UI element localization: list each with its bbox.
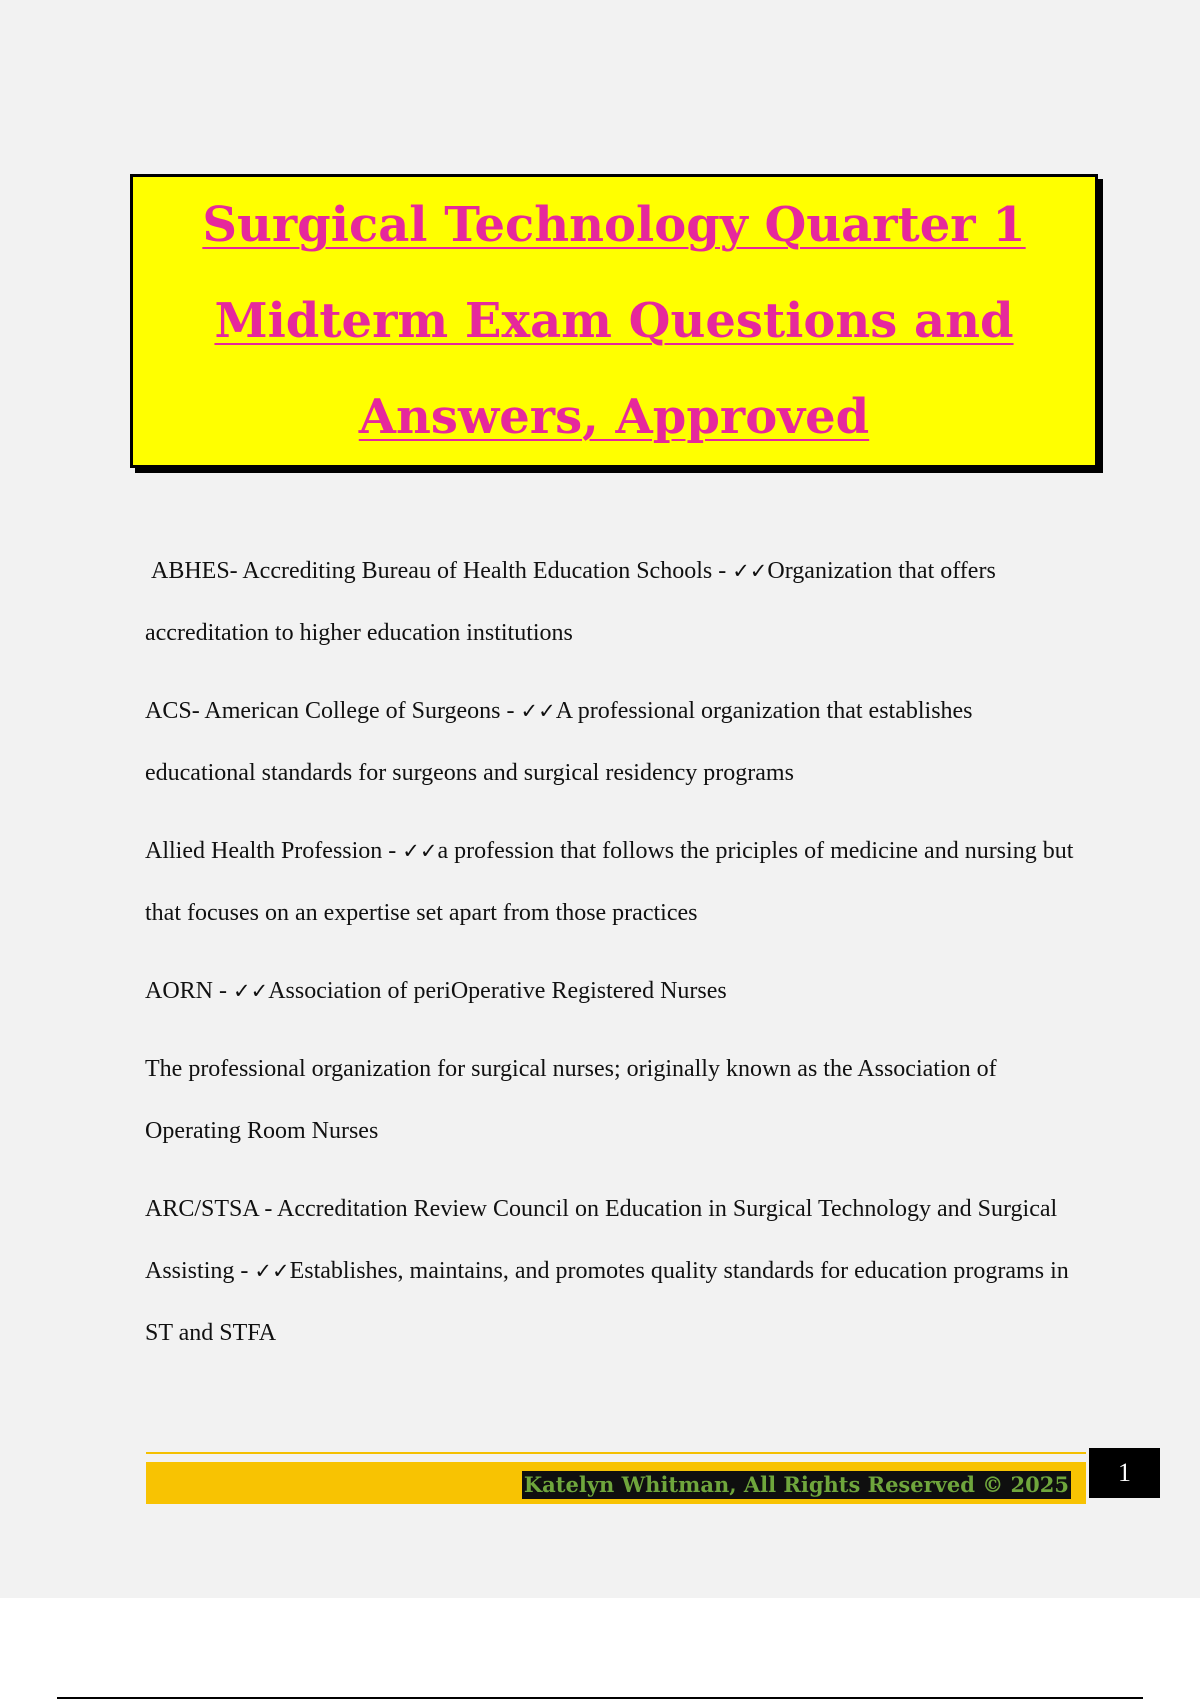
- entry-definition: Organization that offers accreditation to higher education institutions: [145, 558, 996, 646]
- double-check-icon: ✓✓: [520, 699, 556, 723]
- entry-allied-health: [145, 820, 1085, 944]
- entry-arc-stsa: [145, 1178, 1085, 1364]
- entry-aorn-description: [145, 1038, 1085, 1162]
- entry-definition: a profession that follows the priciples of medicine and nursing but that focuses on an expertise set apart from those practices: [145, 838, 1074, 926]
- entry-term: ABHES- Accrediting Bureau of Health Education Schools -: [151, 558, 733, 584]
- entry-term: AORN -: [145, 978, 233, 1004]
- page-number: 1: [1089, 1448, 1160, 1498]
- entry-aorn: [145, 960, 1085, 1022]
- entry-term: ARC/STSA - Accreditation Review Council on Education in Surgical Technology and Surgical Assisting -: [145, 1196, 1058, 1284]
- double-check-icon: ✓✓: [233, 979, 269, 1003]
- entry-text: The professional organization for surgical nurses; originally known as the Association of Operating Room Nurses: [145, 1056, 997, 1144]
- entry-abhes: [145, 540, 1085, 664]
- double-check-icon: ✓✓: [402, 839, 438, 863]
- footer-copyright: Katelyn Whitman, All Rights Reserved © 2025: [523, 1472, 1069, 1497]
- double-check-icon: ✓✓: [732, 559, 768, 583]
- document-body: [145, 540, 1085, 1380]
- entry-definition: Establishes, maintains, and promotes quality standards for education programs in ST and STFA: [145, 1258, 1069, 1346]
- title-box: [130, 174, 1098, 468]
- double-check-icon: ✓✓: [254, 1259, 290, 1283]
- entry-definition: A professional organization that establishes educational standards for surgeons and surgical residency programs: [145, 698, 973, 786]
- entry-term: Allied Health Profession -: [145, 838, 403, 864]
- bottom-divider: [57, 1697, 1143, 1699]
- footer-divider: [146, 1452, 1086, 1454]
- title-line-3: Answers, Approved: [358, 389, 870, 445]
- title-line-2: Midterm Exam Questions and: [214, 293, 1014, 349]
- entry-acs: [145, 680, 1085, 804]
- entry-definition: Association of periOperative Registered Nurses: [268, 978, 727, 1004]
- title-line-1: Surgical Technology Quarter 1: [202, 197, 1026, 253]
- entry-term: ACS- American College of Surgeons -: [145, 698, 521, 724]
- footer-bar: [146, 1462, 1086, 1504]
